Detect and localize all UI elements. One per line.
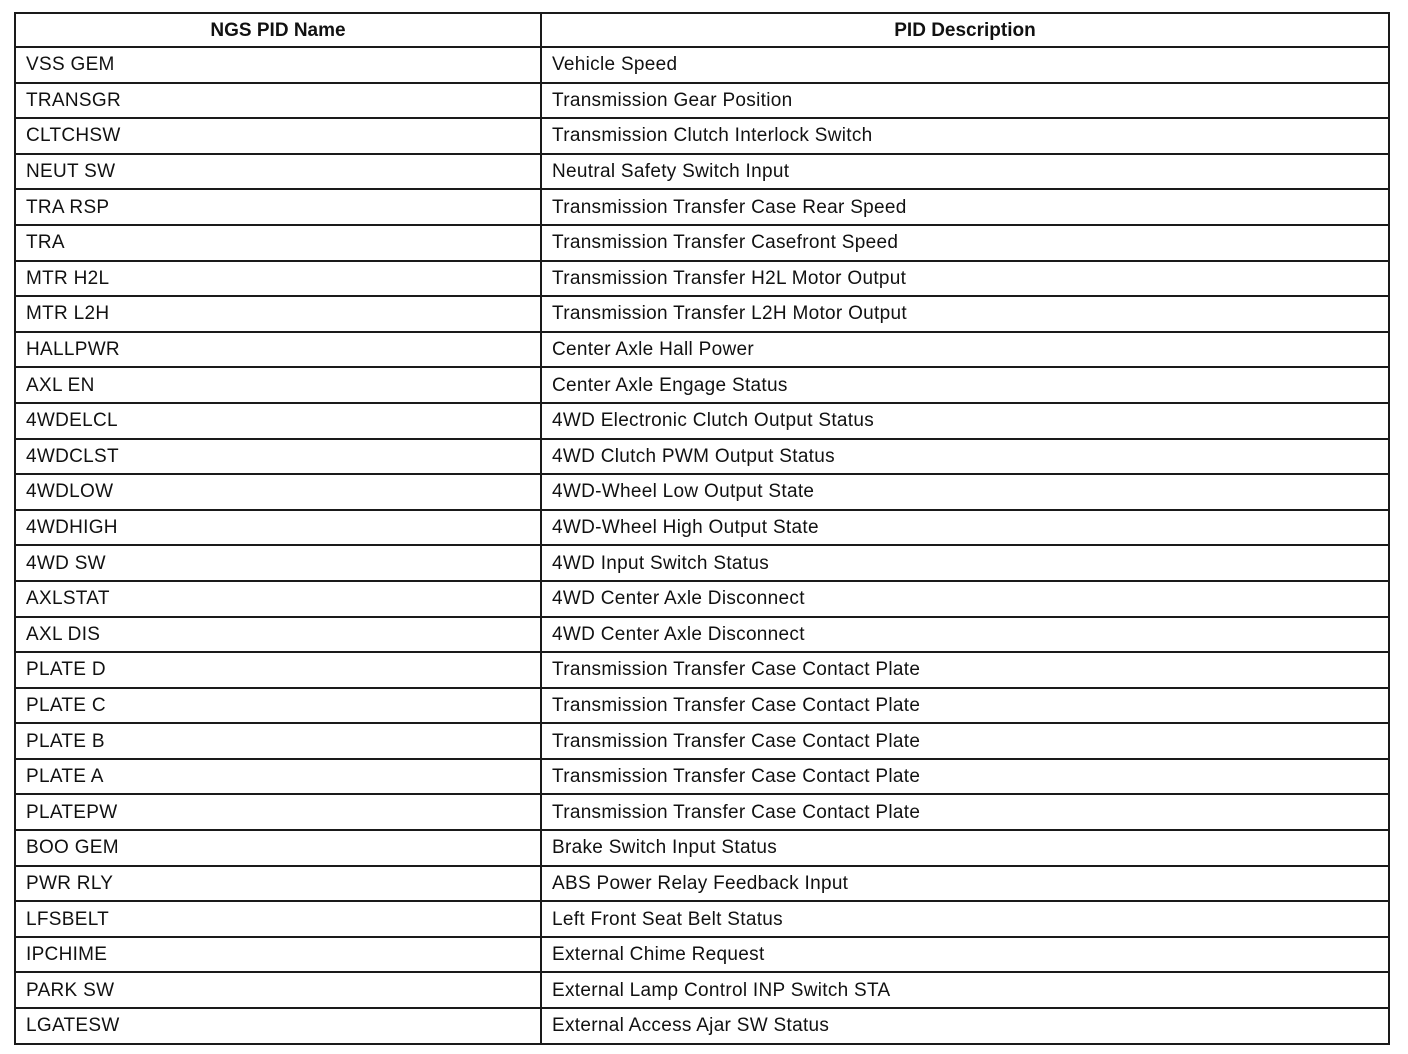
- pid-description-cell: ABS Power Relay Feedback Input: [541, 866, 1389, 902]
- table-row: [15, 901, 1389, 937]
- table-row: [15, 937, 1389, 973]
- pid-description-cell: Transmission Transfer Case Contact Plate: [541, 723, 1389, 759]
- table-row: [15, 830, 1389, 866]
- pid-name-cell: MTR H2L: [15, 261, 541, 297]
- table-row: [15, 510, 1389, 546]
- pid-name-cell: PWR RLY: [15, 866, 541, 902]
- pid-description-cell: External Lamp Control INP Switch STA: [541, 972, 1389, 1008]
- table-header: [15, 13, 1389, 47]
- pid-name-cell: IPCHIME: [15, 937, 541, 973]
- pid-name-cell: BOO GEM: [15, 830, 541, 866]
- pid-description-cell: Center Axle Hall Power: [541, 332, 1389, 368]
- pid-name-cell: AXLSTAT: [15, 581, 541, 617]
- table-row: [15, 866, 1389, 902]
- pid-description-cell: Vehicle Speed: [541, 47, 1389, 83]
- pid-description-cell: 4WD Center Axle Disconnect: [541, 617, 1389, 653]
- table-row: [15, 1008, 1389, 1044]
- table-row: [15, 189, 1389, 225]
- pid-name-cell: 4WDHIGH: [15, 510, 541, 546]
- pid-name-cell: LFSBELT: [15, 901, 541, 937]
- pid-description-cell: Transmission Transfer Casefront Speed: [541, 225, 1389, 261]
- pid-description-cell: 4WD Input Switch Status: [541, 545, 1389, 581]
- table-row: [15, 652, 1389, 688]
- table-row: [15, 759, 1389, 795]
- pid-description-cell: 4WD Clutch PWM Output Status: [541, 439, 1389, 475]
- pid-description-cell: Transmission Transfer Case Contact Plate: [541, 652, 1389, 688]
- pid-name-cell: CLTCHSW: [15, 118, 541, 154]
- pid-name-cell: 4WDELCL: [15, 403, 541, 439]
- table-row: [15, 118, 1389, 154]
- pid-name-cell: AXL EN: [15, 367, 541, 403]
- pid-name-cell: PLATE D: [15, 652, 541, 688]
- pid-description-cell: Center Axle Engage Status: [541, 367, 1389, 403]
- pid-description-cell: Transmission Transfer Case Contact Plate: [541, 794, 1389, 830]
- pid-description-cell: Transmission Transfer Case Contact Plate: [541, 759, 1389, 795]
- header-row: [15, 13, 1389, 47]
- table-row: [15, 225, 1389, 261]
- pid-description-cell: Transmission Transfer L2H Motor Output: [541, 296, 1389, 332]
- pid-name-cell: VSS GEM: [15, 47, 541, 83]
- pid-name-cell: PLATEPW: [15, 794, 541, 830]
- pid-name-cell: LGATESW: [15, 1008, 541, 1044]
- pid-name-cell: PARK SW: [15, 972, 541, 1008]
- header-pid-description: PID Description: [541, 13, 1389, 47]
- pid-table: [14, 12, 1390, 1045]
- table-row: [15, 723, 1389, 759]
- pid-description-cell: Brake Switch Input Status: [541, 830, 1389, 866]
- table-row: [15, 47, 1389, 83]
- pid-description-cell: 4WD-Wheel High Output State: [541, 510, 1389, 546]
- table-row: [15, 439, 1389, 475]
- table-row: [15, 794, 1389, 830]
- table-row: [15, 296, 1389, 332]
- pid-description-cell: Transmission Transfer H2L Motor Output: [541, 261, 1389, 297]
- table-row: [15, 581, 1389, 617]
- pid-name-cell: PLATE C: [15, 688, 541, 724]
- pid-name-cell: NEUT SW: [15, 154, 541, 190]
- table-row: [15, 332, 1389, 368]
- pid-name-cell: TRA RSP: [15, 189, 541, 225]
- table-row: [15, 688, 1389, 724]
- pid-name-cell: 4WDLOW: [15, 474, 541, 510]
- header-pid-name: NGS PID Name: [15, 13, 541, 47]
- pid-description-cell: Transmission Transfer Case Rear Speed: [541, 189, 1389, 225]
- pid-name-cell: TRANSGR: [15, 83, 541, 119]
- pid-name-cell: AXL DIS: [15, 617, 541, 653]
- table-row: [15, 83, 1389, 119]
- table-row: [15, 367, 1389, 403]
- pid-description-cell: 4WD Electronic Clutch Output Status: [541, 403, 1389, 439]
- pid-name-cell: 4WDCLST: [15, 439, 541, 475]
- pid-description-cell: External Chime Request: [541, 937, 1389, 973]
- table-row: [15, 261, 1389, 297]
- pid-description-cell: 4WD-Wheel Low Output State: [541, 474, 1389, 510]
- table-row: [15, 617, 1389, 653]
- pid-name-cell: MTR L2H: [15, 296, 541, 332]
- pid-description-cell: Transmission Transfer Case Contact Plate: [541, 688, 1389, 724]
- pid-name-cell: TRA: [15, 225, 541, 261]
- pid-name-cell: 4WD SW: [15, 545, 541, 581]
- pid-name-cell: PLATE A: [15, 759, 541, 795]
- table-row: [15, 545, 1389, 581]
- pid-name-cell: HALLPWR: [15, 332, 541, 368]
- table-body: [15, 47, 1389, 1044]
- table-row: [15, 972, 1389, 1008]
- pid-description-cell: Transmission Clutch Interlock Switch: [541, 118, 1389, 154]
- table-row: [15, 474, 1389, 510]
- pid-name-cell: PLATE B: [15, 723, 541, 759]
- pid-description-cell: Left Front Seat Belt Status: [541, 901, 1389, 937]
- pid-description-cell: Neutral Safety Switch Input: [541, 154, 1389, 190]
- pid-description-cell: Transmission Gear Position: [541, 83, 1389, 119]
- table-row: [15, 154, 1389, 190]
- pid-description-cell: 4WD Center Axle Disconnect: [541, 581, 1389, 617]
- table-row: [15, 403, 1389, 439]
- pid-description-cell: External Access Ajar SW Status: [541, 1008, 1389, 1044]
